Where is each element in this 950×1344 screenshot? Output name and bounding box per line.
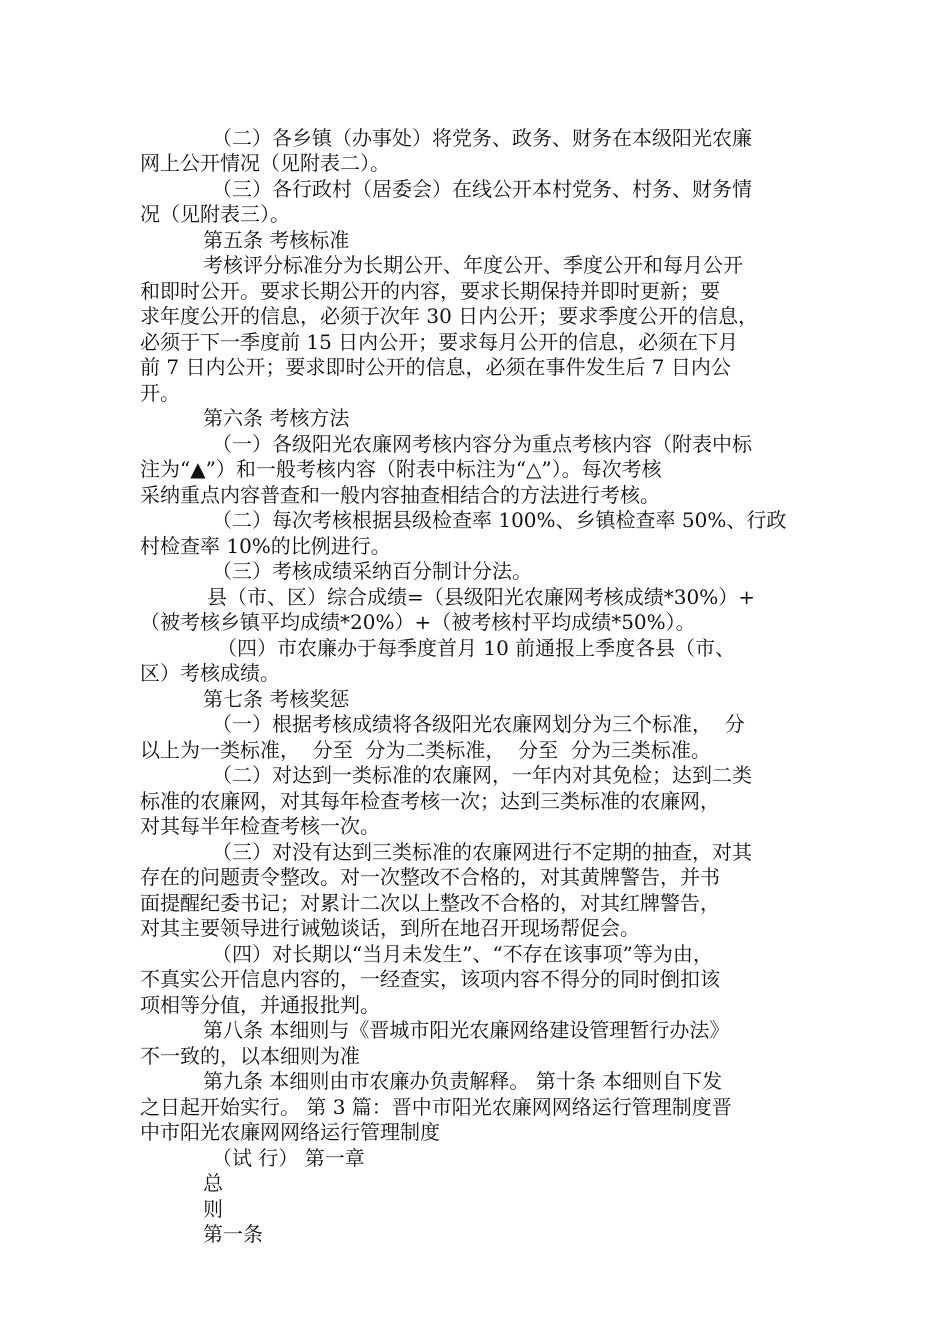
paragraph-line: 必须于下一季度前 15 日内公开；要求每月公开的信息，必须在下月 bbox=[140, 330, 739, 354]
paragraph-line: （一）各级阳光农廉网考核内容分为重点考核内容（附表中标 bbox=[212, 432, 752, 456]
paragraph-line: 不真实公开信息内容的，一经查实，该项内容不得分的同时倒扣该 bbox=[140, 967, 720, 991]
chapter-heading: 则 bbox=[203, 1197, 223, 1221]
paragraph-line: （被考核乡镇平均成绩*20%）+（被考核村平均成绩*50%）。 bbox=[140, 610, 696, 634]
paragraph-line: 存在的问题责令整改。对一次整改不合格的，对其黄牌警告，并书 bbox=[140, 865, 720, 889]
paragraph-line: 以上为一类标准， 分至 分为二类标准， 分至 分为三类标准。 bbox=[140, 738, 711, 762]
paragraph-line: 项相等分值，并通报批判。 bbox=[140, 993, 380, 1017]
paragraph-line: 开。 bbox=[140, 381, 180, 405]
paragraph-line: 村检查率 10%的比例进行。 bbox=[140, 534, 391, 558]
section-heading: 第一条 bbox=[203, 1222, 263, 1246]
paragraph-line: 况（见附表三）。 bbox=[140, 202, 290, 226]
paragraph-line: 求年度公开的信息，必须于次年 30 日内公开；要求季度公开的信息， bbox=[140, 304, 759, 328]
paragraph-line: 考核评分标准分为长期公开、年度公开、季度公开和每月公开 bbox=[203, 253, 743, 277]
paragraph-line: （三）考核成绩采纳百分制计分法。 bbox=[212, 559, 532, 583]
section-heading: 第九条 本细则由市农廉办负责解释。 第十条 本细则自下发 bbox=[203, 1069, 723, 1093]
paragraph-line: 面提醒纪委书记；对累计二次以上整改不合格的，对其红牌警告， bbox=[140, 891, 720, 915]
paragraph-line: （三）各行政村（居委会）在线公开本村党务、村务、财务情 bbox=[212, 177, 752, 201]
paragraph-line: 之日起开始实行。 第 3 篇：晋中市阳光农廉网网络运行管理制度晋 bbox=[140, 1095, 732, 1119]
paragraph-line: 采纳重点内容普查和一般内容抽查相结合的方法进行考核。 bbox=[140, 483, 660, 507]
paragraph-line: 中市阳光农廉网网络运行管理制度 bbox=[140, 1120, 440, 1144]
paragraph-line: 对其每半年检查考核一次。 bbox=[140, 814, 380, 838]
section-heading: 第六条 考核方法 bbox=[203, 406, 350, 430]
paragraph-line: （四）对长期以“当月未发生”、“不存在该事项”等为由， bbox=[212, 942, 713, 966]
paragraph-line: （二）对达到一类标准的农廉网，一年内对其免检；达到二类 bbox=[212, 763, 752, 787]
paragraph-line: 对其主要领导进行诫勉谈话，到所在地召开现场帮促会。 bbox=[140, 916, 640, 940]
paragraph-line: （二）每次考核根据县级检查率 100%、乡镇检查率 50%、行政 bbox=[212, 508, 787, 532]
section-heading: 第八条 本细则与《晋城市阳光农廉网络建设管理暂行办法》 bbox=[203, 1018, 730, 1042]
paragraph-line: 标准的农廉网，对其每年检查考核一次；达到三类标准的农廉网， bbox=[140, 789, 720, 813]
paragraph-line: （三）对没有达到三类标准的农廉网进行不定期的抽查，对其 bbox=[212, 840, 752, 864]
paragraph-line: 区）考核成绩。 bbox=[140, 661, 280, 685]
paragraph-line: 网上公开情况（见附表二）。 bbox=[140, 151, 390, 175]
paragraph-line: （一）根据考核成绩将各级阳光农廉网划分为三个标准， 分 bbox=[212, 712, 745, 736]
paragraph-line: 注为“▲”）和一般考核内容（附表中标注为“△”）。每次考核 bbox=[140, 457, 662, 481]
paragraph-line: （四）市农廉办于每季度首月 10 前通报上季度各县（市、 bbox=[217, 636, 736, 660]
chapter-heading: （试 行） 第一章 bbox=[212, 1146, 365, 1170]
paragraph-line: 前 7 日内公开；要求即时公开的信息，必须在事件发生后 7 日内公 bbox=[140, 355, 731, 379]
paragraph-line: 和即时公开。要求长期公开的内容，要求长期保持并即时更新；要 bbox=[140, 279, 720, 303]
paragraph-line: 不一致的，以本细则为准 bbox=[140, 1044, 360, 1068]
section-heading: 第五条 考核标准 bbox=[203, 228, 350, 252]
paragraph-line: （二）各乡镇（办事处）将党务、政务、财务在本级阳光农廉 bbox=[212, 126, 752, 150]
chapter-heading: 总 bbox=[203, 1171, 223, 1195]
section-heading: 第七条 考核奖惩 bbox=[203, 687, 350, 711]
paragraph-line: 县（市、区）综合成绩=（县级阳光农廉网考核成绩*30%）+ bbox=[207, 585, 755, 609]
